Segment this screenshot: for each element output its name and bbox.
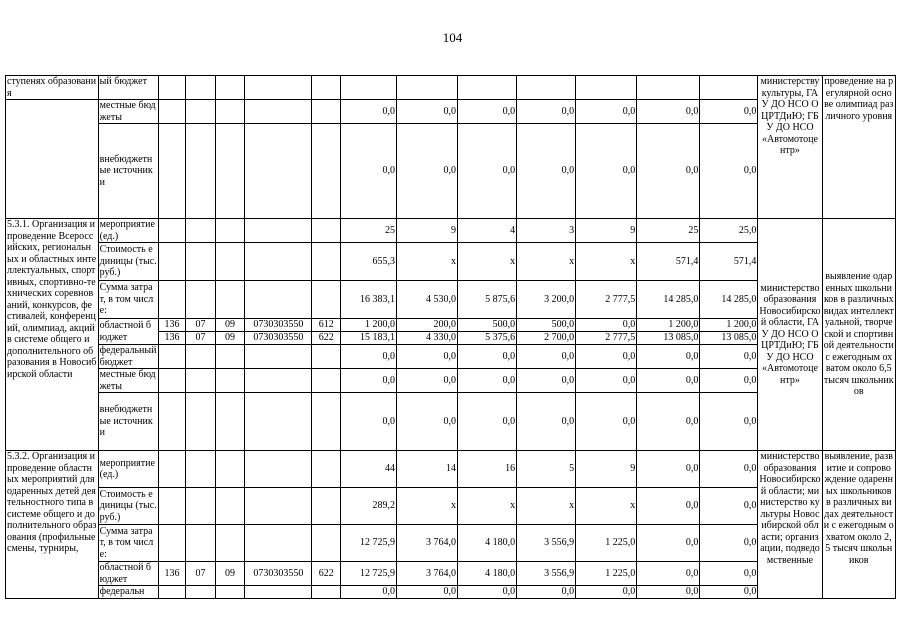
value-cell: 0,0 (576, 393, 637, 451)
value-cell: 3 200,0 (517, 281, 576, 319)
value-cell: 0,0 (576, 369, 637, 393)
code-cell: 07 (186, 332, 216, 345)
code-cell (312, 219, 341, 243)
value-cell: 4 180,0 (458, 525, 517, 562)
value-cell: 0,0 (517, 393, 576, 451)
activity-cell: ступенях образования (6, 76, 99, 100)
value-cell: 0,0 (458, 393, 517, 451)
value-cell: 44 (340, 451, 396, 488)
value-cell: 0,0 (576, 124, 637, 219)
code-cell (245, 281, 312, 319)
code-cell (245, 451, 312, 488)
value-cell: 0,0 (396, 393, 457, 451)
code-cell (245, 369, 312, 393)
value-cell (458, 76, 517, 100)
value-cell: 0,0 (637, 488, 700, 525)
code-cell (186, 124, 216, 219)
value-cell: 0,0 (340, 124, 396, 219)
value-cell: 655,3 (340, 243, 396, 281)
value-cell: 0,0 (700, 393, 758, 451)
value-cell: 200,0 (396, 319, 457, 332)
executor-cell: министерству культуры, ГАУ ДО НСО ОЦРТДиЮ; ГБУ ДО НСО «Автомотоцентр» (758, 76, 822, 219)
value-cell: 0,0 (396, 124, 457, 219)
code-cell (215, 345, 245, 369)
code-cell (186, 219, 216, 243)
value-cell: 0,0 (396, 369, 457, 393)
code-cell (158, 488, 185, 525)
code-cell (245, 488, 312, 525)
code-cell (312, 393, 341, 451)
code-cell (312, 451, 341, 488)
code-cell (215, 393, 245, 451)
code-cell (215, 369, 245, 393)
code-cell (186, 345, 216, 369)
value-cell: 0,0 (637, 451, 700, 488)
value-cell: 0,0 (700, 586, 758, 599)
code-cell (312, 369, 341, 393)
value-cell: 12 725,9 (340, 562, 396, 586)
value-cell: 0,0 (458, 100, 517, 124)
code-cell (245, 76, 312, 100)
value-cell: 3 556,9 (517, 525, 576, 562)
value-cell: 3 764,0 (396, 525, 457, 562)
source-label: федеральный бюджет (99, 345, 157, 368)
value-cell: 0,0 (340, 345, 396, 369)
code-cell (158, 243, 185, 281)
value-cell: 2 777,5 (576, 332, 637, 345)
source-label: внебюджетные источники (98, 124, 158, 219)
value-cell: 25,0 (700, 219, 758, 243)
code-cell (186, 525, 216, 562)
code-cell: 136 (158, 562, 185, 586)
budget-table (5, 75, 896, 599)
value-cell: 0,0 (576, 345, 637, 369)
value-cell: 14 285,0 (637, 281, 700, 319)
code-cell (158, 281, 185, 319)
value-cell: 0,0 (700, 451, 758, 488)
value-cell: 0,0 (637, 124, 700, 219)
value-cell: 5 (517, 451, 576, 488)
value-cell: 25 (637, 219, 700, 243)
code-cell: 07 (186, 319, 216, 332)
activity-cell: 5.3.1. Организация и проведение Всероссийских, региональных и областных интеллектуальных, спортивных, спортивно-технических соревнований, конкурсов, фестивалей, конференций, олимпиад, акций в системе общего и дополнительного образования в Новосибирской области (6, 219, 99, 451)
code-cell (245, 393, 312, 451)
source-label: местные бюджеты (98, 369, 158, 393)
value-cell: 571,4 (700, 243, 758, 281)
table-row (6, 76, 896, 100)
code-cell (312, 100, 341, 124)
source-label: областной бюджет (98, 562, 158, 586)
value-cell (340, 76, 396, 100)
code-cell: 09 (215, 319, 245, 332)
code-cell (312, 281, 341, 319)
value-cell: 0,0 (396, 345, 457, 369)
code-cell: 622 (312, 562, 341, 586)
value-cell: 0,0 (637, 586, 700, 599)
table-row (6, 219, 896, 243)
code-cell (215, 219, 245, 243)
code-cell (215, 243, 245, 281)
value-cell: 0,0 (517, 345, 576, 369)
value-cell: x (576, 243, 637, 281)
value-cell: x (517, 243, 576, 281)
code-cell: 0730303550 (245, 562, 312, 586)
value-cell: 571,4 (637, 243, 700, 281)
value-cell: 0,0 (576, 586, 637, 599)
code-cell (312, 124, 341, 219)
code-cell (186, 586, 216, 599)
code-cell (158, 586, 185, 599)
value-cell: 0,0 (637, 345, 700, 369)
code-cell (186, 281, 216, 319)
result-cell: выявление одаренных школьников в различных видах интеллектуальной, творческой и спортивной деятельности с ежегодным охватом около 6,5 тысяч школьников (822, 219, 895, 451)
value-cell: 13 085,0 (700, 332, 758, 345)
source-label: федеральн (98, 586, 158, 599)
value-cell (700, 76, 758, 100)
value-cell: 0,0 (458, 124, 517, 219)
code-cell (186, 393, 216, 451)
value-cell: 500,0 (458, 319, 517, 332)
value-cell: 0,0 (637, 100, 700, 124)
code-cell (312, 586, 341, 599)
code-cell (158, 525, 185, 562)
value-cell: 14 (396, 451, 457, 488)
code-cell (245, 124, 312, 219)
value-cell: 12 725,9 (340, 525, 396, 562)
result-cell: проведение на регулярной основе олимпиад различного уровня (822, 76, 895, 219)
page-number: 104 (442, 30, 463, 45)
activity-cell: 5.3.2. Организация и проведение областных мероприятий для одаренных детей деятельностного типа в системе общего и дополнительного образования (профильные смены, турниры, (6, 451, 99, 599)
source-label: ый бюджет (98, 76, 158, 100)
value-cell: 2 777,5 (576, 281, 637, 319)
result-cell: выявление, развитие и сопровождение одаренных школьников в различных видах деятельности с ежегодным охватом около 2,5 тысяч школьников (822, 451, 895, 599)
value-cell: 3 (517, 219, 576, 243)
code-cell (158, 451, 185, 488)
code-cell (215, 76, 245, 100)
value-cell: 15 183,1 (340, 332, 396, 345)
code-cell (245, 525, 312, 562)
code-cell (312, 76, 341, 100)
code-cell: 136 (158, 319, 185, 332)
code-cell (312, 488, 341, 525)
source-label: областной бюджет (98, 319, 158, 345)
value-cell: x (517, 488, 576, 525)
value-cell: 0,0 (517, 100, 576, 124)
code-cell (215, 124, 245, 219)
value-cell: 2 700,0 (517, 332, 576, 345)
value-cell: 0,0 (517, 586, 576, 599)
value-cell: 3 556,9 (517, 562, 576, 586)
value-cell: 0,0 (517, 369, 576, 393)
value-cell: 3 764,0 (396, 562, 457, 586)
source-label: Сумма затрат, в том числе: (98, 525, 158, 562)
value-cell (517, 76, 576, 100)
table-row (6, 451, 896, 488)
value-cell: 5 375,6 (458, 332, 517, 345)
value-cell: x (396, 488, 457, 525)
code-cell (215, 451, 245, 488)
code-cell (158, 76, 185, 100)
value-cell: 0,0 (700, 124, 758, 219)
value-cell: 289,2 (340, 488, 396, 525)
value-cell: 0,0 (458, 586, 517, 599)
value-cell: 13 085,0 (637, 332, 700, 345)
code-cell (186, 100, 216, 124)
code-cell: 09 (215, 562, 245, 586)
code-cell: 07 (186, 562, 216, 586)
value-cell: 14 285,0 (700, 281, 758, 319)
code-cell (186, 451, 216, 488)
value-cell: 500,0 (517, 319, 576, 332)
code-cell (245, 219, 312, 243)
source-label: Стоимость единицы (тыс. руб.) (99, 488, 157, 523)
value-cell: 0,0 (340, 100, 396, 124)
value-cell: 0,0 (700, 525, 758, 562)
value-cell: x (458, 488, 517, 525)
value-cell: 5 875,6 (458, 281, 517, 319)
value-cell: 16 383,1 (340, 281, 396, 319)
value-cell: 4 180,0 (458, 562, 517, 586)
value-cell: 0,0 (700, 345, 758, 369)
value-cell: 0,0 (700, 562, 758, 586)
value-cell: 0,0 (340, 369, 396, 393)
code-cell (186, 243, 216, 281)
value-cell: 1 200,0 (637, 319, 700, 332)
executor-cell: министерство образования Новосибирской области, ГАУ ДО НСО ОЦРТДиЮ; ГБУ ДО НСО «Автомотоцентр» (758, 219, 822, 451)
value-cell: 9 (396, 219, 457, 243)
value-cell: 0,0 (700, 369, 758, 393)
value-cell: 9 (576, 219, 637, 243)
value-cell: 0,0 (340, 393, 396, 451)
value-cell: 1 200,0 (700, 319, 758, 332)
code-cell: 09 (215, 332, 245, 345)
value-cell: 0,0 (576, 319, 637, 332)
source-label: Сумма затрат, в том числе: (98, 281, 158, 319)
code-cell (158, 345, 185, 369)
code-cell (312, 345, 341, 369)
code-cell (245, 586, 312, 599)
value-cell: 0,0 (700, 488, 758, 525)
code-cell: 0730303550 (245, 319, 312, 332)
source-label: мероприятие (ед.) (98, 219, 158, 243)
source-label: местные бюджеты (98, 100, 158, 124)
code-cell (312, 243, 341, 281)
code-cell (215, 281, 245, 319)
value-cell: 0,0 (700, 100, 758, 124)
source-label: мероприятие (ед.) (98, 451, 158, 488)
value-cell: 0,0 (396, 586, 457, 599)
value-cell: 1 225,0 (576, 562, 637, 586)
code-cell: 622 (312, 332, 341, 345)
code-cell (312, 525, 341, 562)
value-cell: 9 (576, 451, 637, 488)
value-cell: 0,0 (576, 100, 637, 124)
value-cell: 4 (458, 219, 517, 243)
code-cell (158, 124, 185, 219)
source-label: Стоимость единицы (тыс. руб.) (98, 243, 158, 281)
code-cell (158, 100, 185, 124)
value-cell: 4 330,0 (396, 332, 457, 345)
value-cell: 0,0 (458, 345, 517, 369)
value-cell: 16 (458, 451, 517, 488)
activity-cell (6, 100, 99, 219)
value-cell: 0,0 (637, 393, 700, 451)
value-cell: 0,0 (517, 124, 576, 219)
value-cell: 0,0 (340, 586, 396, 599)
code-cell (186, 488, 216, 525)
value-cell: 0,0 (637, 369, 700, 393)
value-cell: 4 530,0 (396, 281, 457, 319)
source-label: внебюджетные источники (98, 393, 158, 451)
value-cell: 0,0 (458, 369, 517, 393)
value-cell: x (576, 488, 637, 525)
value-cell: 0,0 (637, 525, 700, 562)
value-cell: 0,0 (396, 100, 457, 124)
code-cell: 136 (158, 332, 185, 345)
value-cell (396, 76, 457, 100)
value-cell: 25 (340, 219, 396, 243)
code-cell: 612 (312, 319, 341, 332)
code-cell (158, 219, 185, 243)
code-cell (158, 369, 185, 393)
value-cell (576, 76, 637, 100)
code-cell (215, 586, 245, 599)
value-cell: x (458, 243, 517, 281)
code-cell (215, 100, 245, 124)
value-cell: x (396, 243, 457, 281)
code-cell (245, 345, 312, 369)
code-cell (215, 488, 245, 525)
value-cell: 0,0 (637, 562, 700, 586)
value-cell (637, 76, 700, 100)
code-cell (215, 525, 245, 562)
code-cell (186, 369, 216, 393)
value-cell: 1 225,0 (576, 525, 637, 562)
code-cell (158, 393, 185, 451)
code-cell (186, 76, 216, 100)
code-cell: 0730303550 (245, 332, 312, 345)
executor-cell: министерство образования Новосибирской области; министерство культуры Новосибирской области; организации, подведомственные (758, 451, 822, 599)
code-cell (245, 100, 312, 124)
value-cell: 1 200,0 (340, 319, 396, 332)
code-cell (245, 243, 312, 281)
